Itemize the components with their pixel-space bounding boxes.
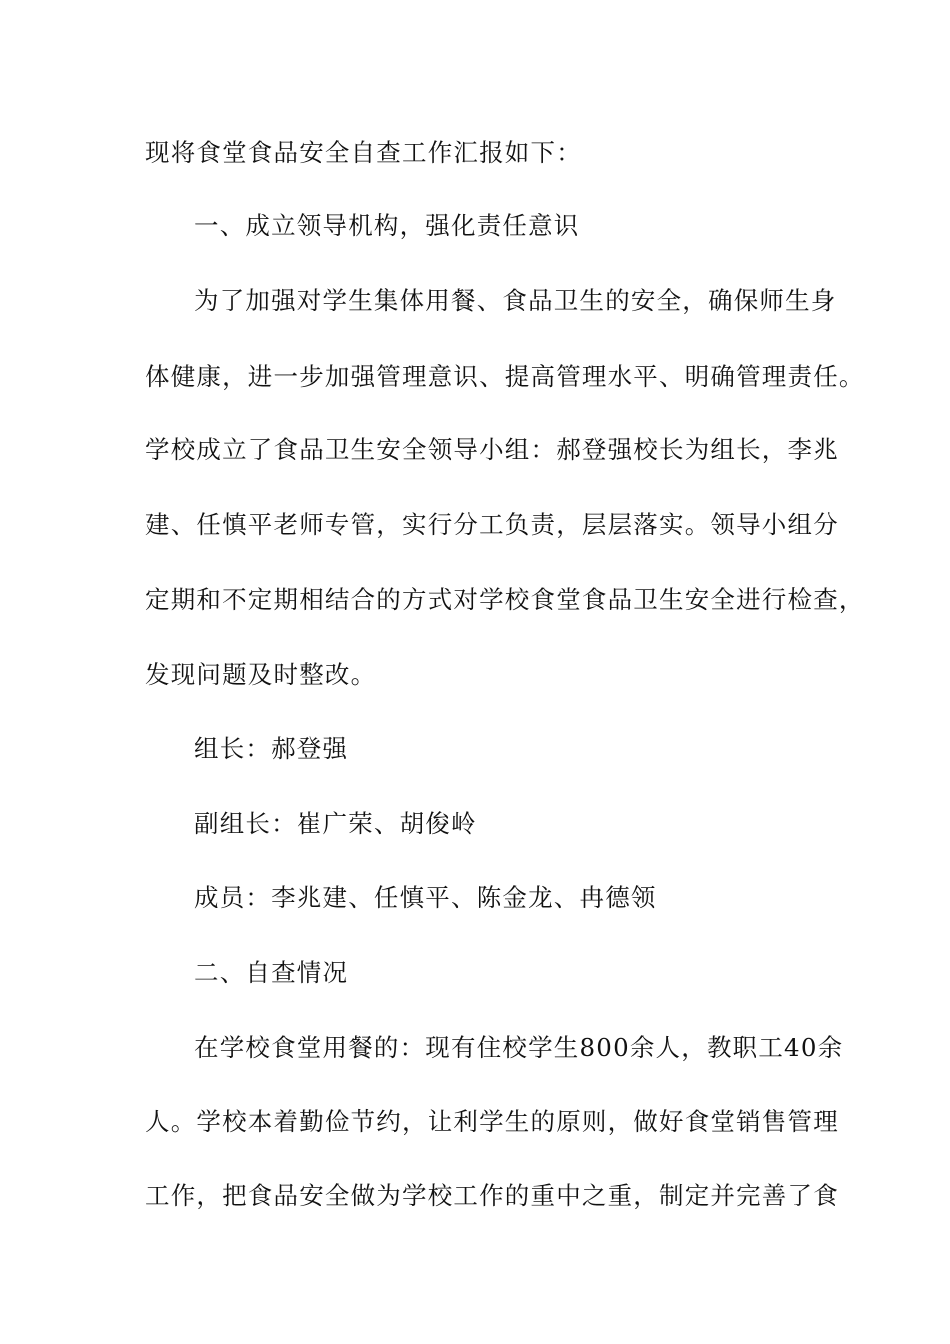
paragraph-line: 学校成立了食品卫生安全领导小组：郝登强校长为组长，李兆 (145, 435, 839, 464)
paragraph-line: 建、任慎平老师专管，实行分工负责，层层落实。领导小组分 (145, 510, 839, 539)
section-heading-1: 一、成立领导机构，强化责任意识 (194, 211, 580, 240)
deputy-leader-line: 副组长：崔广荣、胡俊岭 (194, 809, 477, 838)
paragraph-line: 定期和不定期相结合的方式对学校食堂食品卫生安全进行检查， (145, 585, 865, 614)
paragraph-line: 在学校食堂用餐的：现有住校学生800余人，教职工40余 (194, 1033, 844, 1062)
paragraph-line: 体健康，进一步加强管理意识、提高管理水平、明确管理责任。 (145, 362, 865, 391)
section-heading-2: 二、自查情况 (194, 958, 349, 987)
leader-line: 组长：郝登强 (194, 734, 349, 763)
paragraph-line: 工作，把食品安全做为学校工作的重中之重，制定并完善了食 (145, 1181, 839, 1210)
members-line: 成员：李兆建、任慎平、陈金龙、冉德领 (194, 883, 657, 912)
paragraph-line: 人。学校本着勤俭节约，让利学生的原则，做好食堂销售管理 (145, 1107, 839, 1136)
paragraph-line: 为了加强对学生集体用餐、食品卫生的安全，确保师生身 (194, 286, 837, 315)
intro-line: 现将食堂食品安全自查工作汇报如下： (145, 138, 582, 167)
paragraph-line: 发现问题及时整改。 (145, 660, 377, 689)
